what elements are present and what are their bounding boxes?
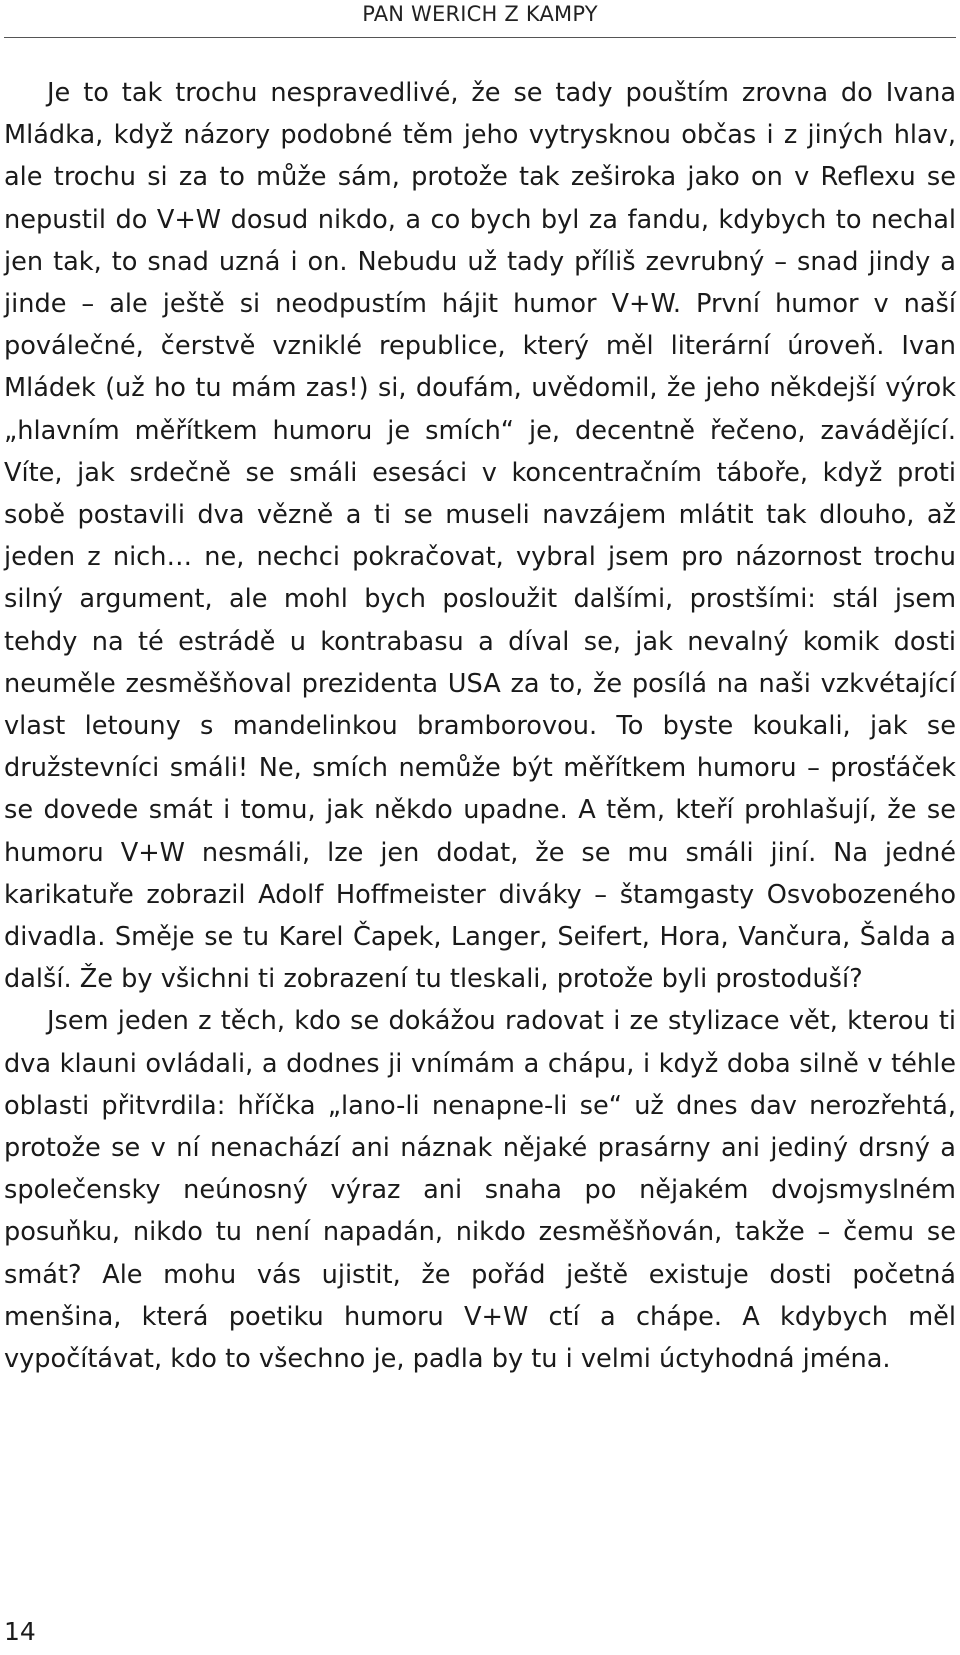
paragraph: Je to tak trochu nespravedlivé, že se tady pouštím zrovna do Ivana Mládka, když názory podobné těm jeho vytrysknou občas i z jiných hlav, ale trochu si za to může sám, protože tak zeširoka jako on v Reflexu se nepustil do V+W dosud nikdo, a co bych byl za fandu, kdybych to nechal jen tak, to snad uzná i on. Nebudu už tady příliš zevrubný – snad jindy a jinde – ale ještě si neodpustím hájit humor V+W. První humor v naší poválečné, čerstvě vzniklé republice, který měl literární úroveň. Ivan Mládek (už ho tu mám zas!) si, doufám, uvědomil, že jeho někdejší výrok „hlavním měřítkem humoru je smích“ je, decentně řečeno, zavádějící. Víte, jak srdečně se smáli esesáci v koncentračním táboře, když proti sobě postavili dva vězně a ti se museli navzájem mlátit tak dlouho, až jeden z nich… ne, nechci pokračovat, vybral jsem pro názornost trochu silný argument, ale mohl bych posloužit dalšími, prostšími: stál jsem tehdy na té estrádě u kontrabasu a díval se, jak nevalný komik dosti neuměle zesměšňoval prezidenta USA za to, že posílá na naši vzkvétající vlast letouny s mandelinkou bramborovou. To byste koukali, jak se družstevníci smáli! Ne, smích nemůže být měřítkem humoru – prosťáček se dovede smát i tomu, jak někdo upadne. A těm, kteří prohlašují, že se humoru V+W nesmáli, lze jen dodat, že se mu smáli jiní. Na jedné karikatuře zobrazil Adolf Hoffmeister diváky – štamgasty Osvobozeného divadla. Směje se tu Karel Čapek, Langer, Seifert, Hora, Vančura, Šalda a další. Že by všichni ti zobrazení tu tleskali, protože byli prostoduší? bbox=[4, 78, 956, 995]
page-number: 14 bbox=[4, 1617, 36, 1646]
running-header bbox=[0, 0, 960, 36]
body-text bbox=[4, 72, 956, 1380]
running-title: PAN WERICH Z KAMPY bbox=[362, 2, 598, 26]
paragraph: Jsem jeden z těch, kdo se dokážou radovat i ze stylizace vět, kterou ti dva klauni ovládali, a dodnes ji vnímám a chápu, i když doba silně v téhle oblasti přitvrdila: hříčka „lano-li nenapne-li se“ už dnes dav nerozřehtá, protože se v ní nenachází ani náznak nějaké prasárny ani jediný drsný a společensky neúnosný výraz ani snaha po nějakém dvojsmyslném posuňku, nikdo tu není napadán, nikdo zesměšňován, takže – čemu se smát? Ale mohu vás ujistit, že pořád ještě existuje dosti početná menšina, která poetiku humoru V+W ctí a chápe. A kdybych měl vypočítávat, kdo to všechno je, padla by tu i velmi úctyhodná jména. bbox=[4, 1006, 956, 1375]
header-rule bbox=[4, 37, 956, 38]
